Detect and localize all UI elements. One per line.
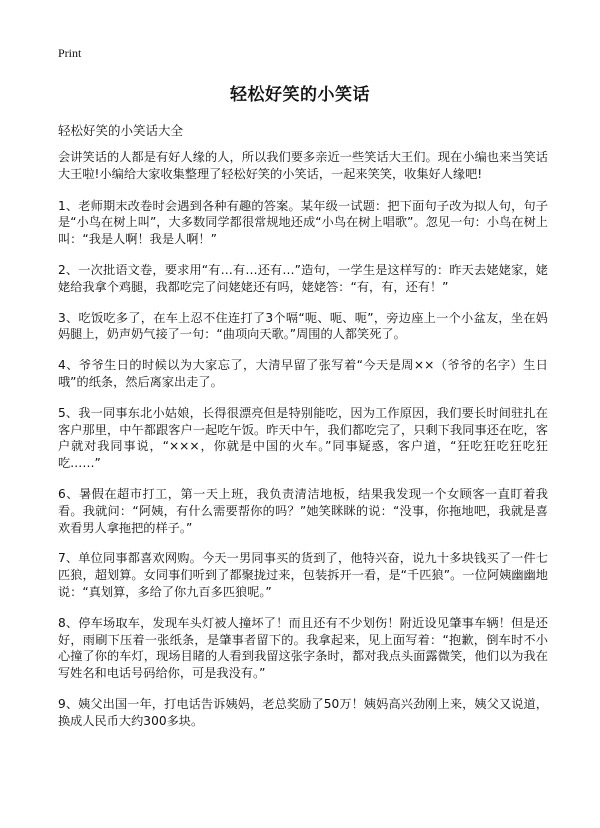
joke-paragraph-9: 9、姨父出国一年，打电话告诉姨妈，老总奖励了50万！姨妈高兴劲刚上来，姨父又说道，换成人民币大约300多块。: [58, 696, 548, 728]
joke-paragraph-6: 6、暑假在超市打工，第一天上班，我负责清洁地板，结果我发现一个女顾客一直盯着我看。我就问：“阿姨，有什么需要帮你的吗？”她笑眯眯的说：“没事，你拖地吧，我就是喜欢看男人拿拖把的样子。”: [58, 486, 548, 535]
joke-paragraph-7: 7、单位同事都喜欢网购。今天一男同事买的货到了，他特兴奋，说九十多块钱买了一件七匹狼，超划算。女同事们听到了都聚拢过来，包装拆开一看，是“千匹狼”。一位阿姨幽幽地说：“真划算，多给了你九百多匹狼呢。”: [58, 551, 548, 599]
joke-paragraph-5: 5、我一同事东北小姑娘，长得很漂亮但是特别能吃，因为工作原因，我们要长时间驻扎在客户那里，中午都跟客户一起吃午饭。昨天中午，我们都吃完了，只剩下我同事还在吃，客户就对我同事说，“×××，你就是中国的火车。”同事疑惑，客户道，“狂吃狂吃狂吃狂吃……”: [58, 405, 548, 471]
article-body: [58, 149, 548, 744]
joke-paragraph-3: 3、吃饭吃多了，在车上忍不住连打了3个嗝“呃、呃、呃”，旁边座上一个小盆友，坐在妈妈腿上，奶声奶气接了一句：“曲项向天歌。”周围的人都笑死了。: [58, 310, 548, 342]
joke-paragraph-2: 2、一次批语文卷，要求用“有…有…还有…”造句，一学生是这样写的：昨天去姥姥家，姥姥给我拿个鸡腿，我都吃完了问姥姥还有吗，姥姥答：“有，有，还有！”: [58, 262, 548, 294]
joke-paragraph-4: 4、爷爷生日的时候以为大家忘了，大清早留了张写着“今天是周××（爷爷的名字）生日哦”的纸条，然后离家出走了。: [58, 358, 548, 389]
page-title: 轻松好笑的小笑话: [230, 85, 370, 105]
print-link[interactable]: Print: [58, 46, 82, 60]
article-subtitle: 轻松好笑的小笑话大全: [58, 123, 184, 138]
intro-paragraph: 会讲笑话的人都是有好人缘的人，所以我们要多亲近一些笑话大王们。现在小编也来当笑话大王啦!小编给大家收集整理了轻松好笑的小笑话，一起来笑笑，收集好人缘吧!: [58, 150, 548, 181]
joke-paragraph-1: 1、老师期末改卷时会遇到各种有趣的答案。某年级一试题：把下面句子改为拟人句，句子是“小鸟在树上叫”，大多数同学都很常规地还成“小鸟在树上唱歌”。忽见一句：小鸟在树上叫：“我是人啊！我是人啊！”: [58, 198, 548, 247]
joke-paragraph-8: 8、停车场取车，发现车头灯被人撞坏了！而且还有不少划伤！附近设见肇事车辆！但是还好，雨刷下压着一张纸条，是肇事者留下的。我拿起来，见上面写着：“抱歉，倒车时不小心撞了你的车灯，现场目睹的人看到我留这张字条时，都对我点头面露微笑，他们以为我在写姓名和电话号码给你，可是我没有。”: [58, 615, 548, 681]
